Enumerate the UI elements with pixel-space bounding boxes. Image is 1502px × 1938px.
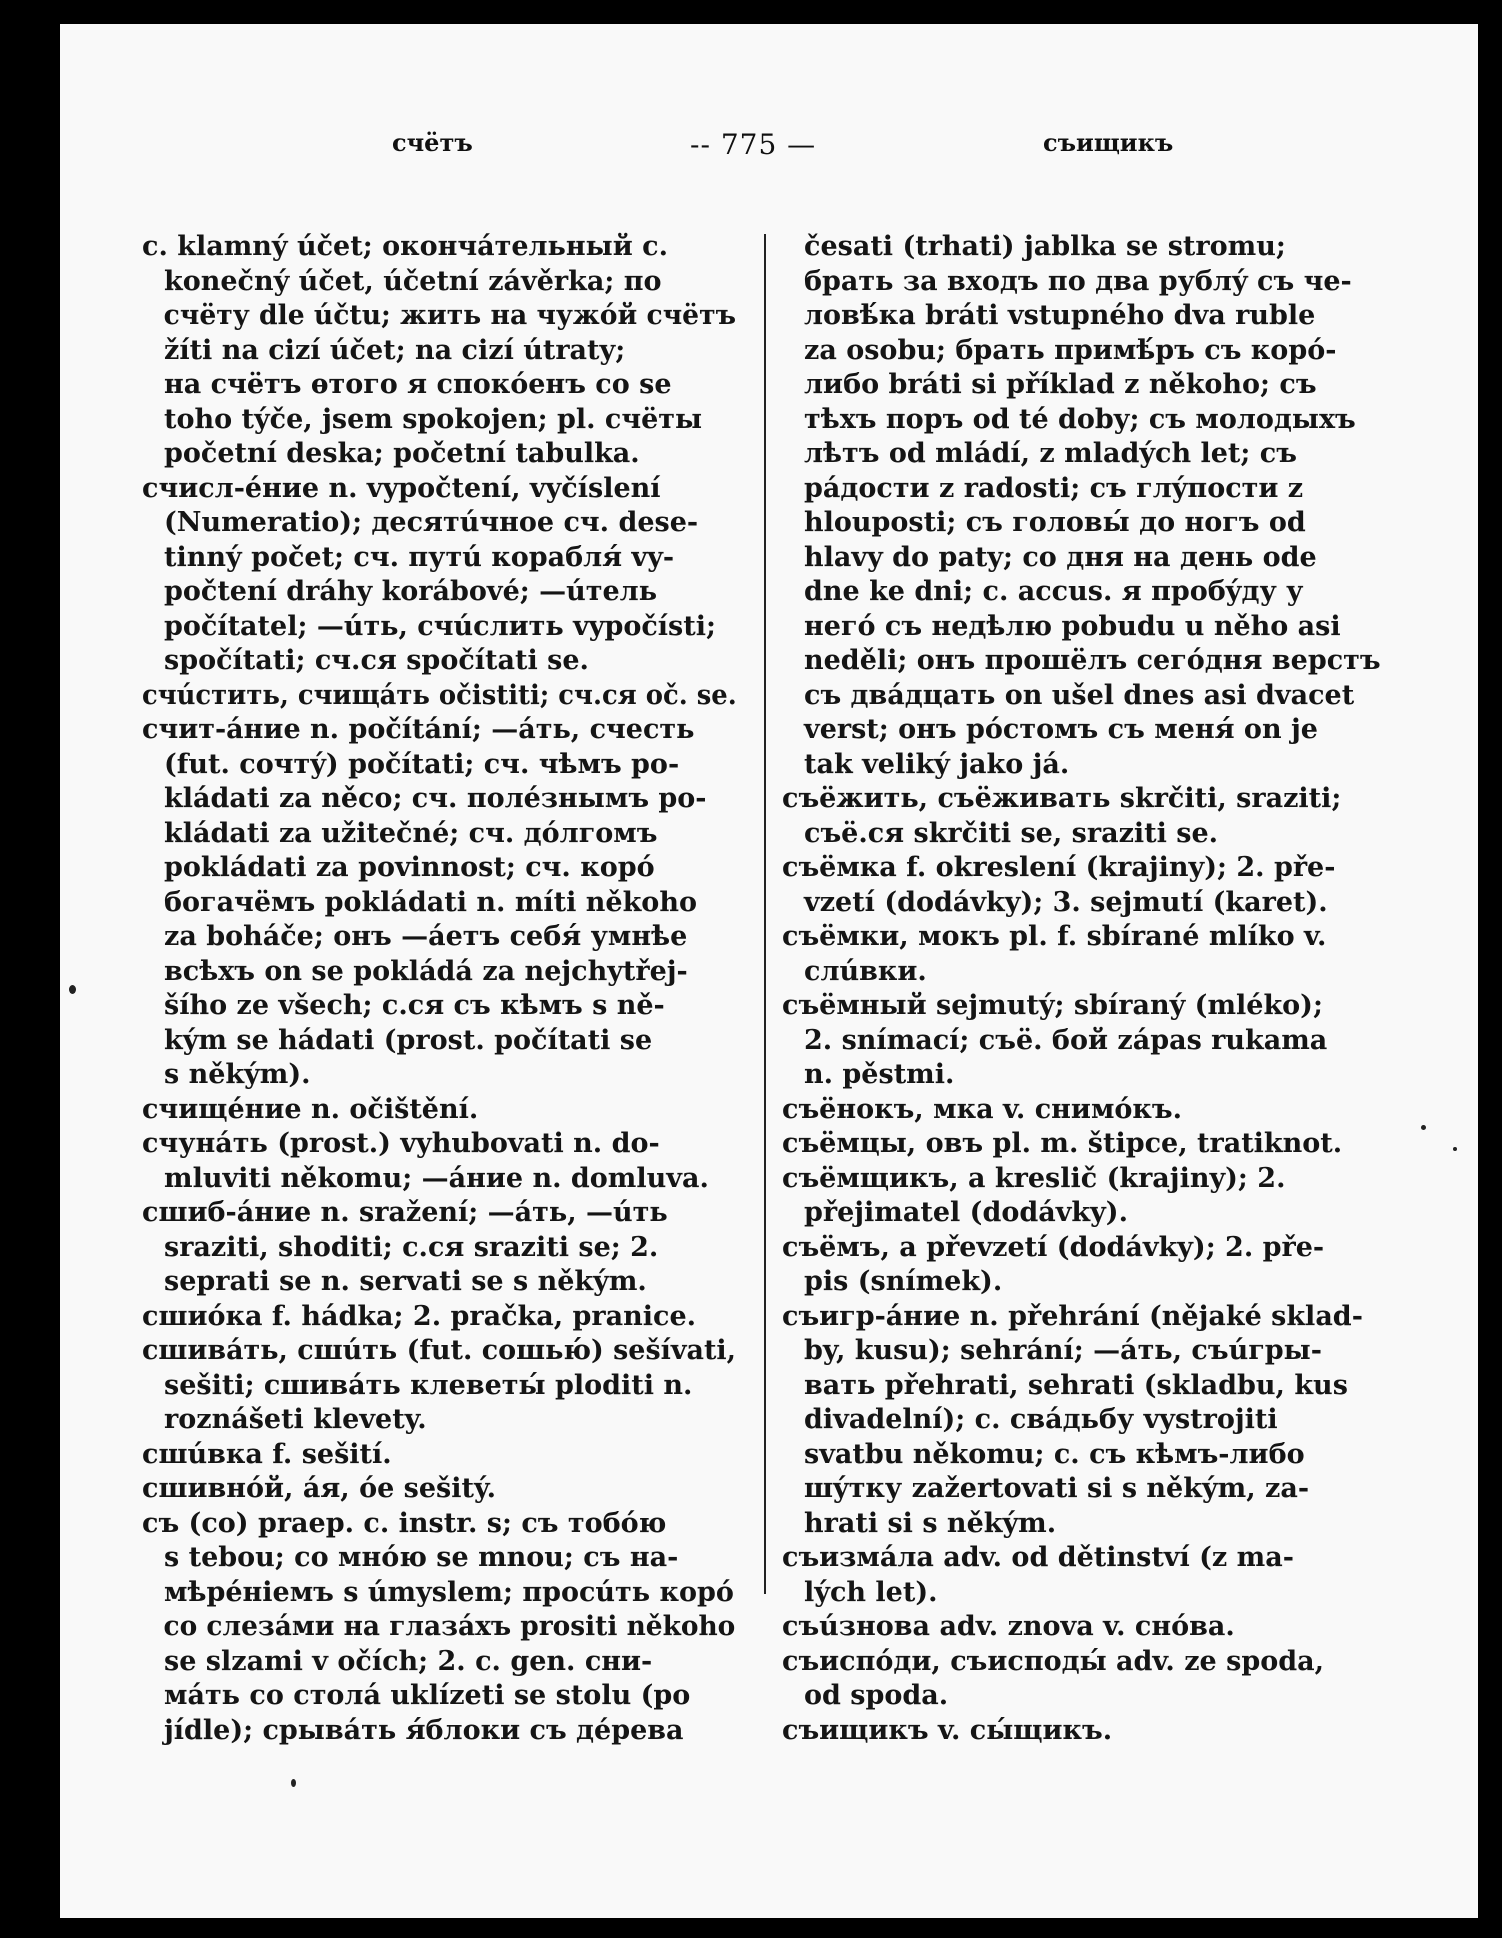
entry-continuation-line: вать přehrati, sehrati (skladbu, kus: [804, 1369, 1348, 1401]
entry-headword-line: съúзнова adv. znova v. снóва.: [782, 1611, 1235, 1642]
entry-continuation-line: hlouposti; съ головы́ до ногъ od: [804, 507, 1306, 538]
entry-continuation-line: на счётъ ѳтого я спокóенъ co se: [164, 369, 672, 400]
entry-continuation-line: lých let).: [804, 1576, 938, 1608]
entry-continuation-line: se slzami v očích; 2. c. gen. сни-: [164, 1645, 653, 1677]
entry-continuation-line: žíti na cizí účet; na cizí útraty;: [164, 334, 626, 366]
entry-headword-line: съёмный sejmutý; sbíraný (mléko);: [782, 990, 1323, 1021]
entry-headword-line: съигр-áние n. přehrání (nějaké sklad-: [782, 1300, 1363, 1332]
left-column: [142, 230, 736, 1748]
dictionary-page: [60, 24, 1478, 1918]
page-number: -- 775 —: [690, 128, 817, 161]
entry-continuation-line: česati (trhati) jablka se stromu;: [804, 231, 1286, 262]
entry-headword-line: съёмка f. okreslení (krajiny); 2. pře-: [782, 852, 1336, 883]
entry-continuation-line: početní deska; početní tabulka.: [164, 438, 640, 469]
entry-continuation-line: verst; онъ рóстомъ съ меня́ on je: [804, 714, 1318, 745]
print-speck: [1421, 1125, 1426, 1130]
entry-continuation-line: со слезáми на глазáхъ prositi někoho: [163, 1611, 736, 1642]
entry-continuation-line: тѣхъ поръ od té doby; съ молодыхъ: [804, 403, 1356, 435]
entry-continuation-line: seprati se n. servati se s někým.: [164, 1266, 647, 1297]
entry-continuation-line: toho týče, jsem spokojen; pl. счёты: [164, 403, 703, 435]
entry-continuation-line: либо bráti si příklad z někoho; съ: [804, 369, 1317, 400]
entry-headword-line: счищéние n. očištění.: [142, 1093, 479, 1125]
entry-continuation-line: dne ke dni; c. accus. я пробýду у: [804, 576, 1304, 607]
entry-continuation-line: s tebou; со мнóю se mnou; съ на-: [164, 1542, 679, 1573]
print-speck: [69, 985, 76, 994]
right-guide-word: съищикъ: [1043, 128, 1174, 157]
column-divider: [764, 234, 766, 1594]
entry-continuation-line: 2. snímací; съё. бой zápas rukama: [804, 1024, 1328, 1056]
entry-headword-line: сшúвка f. sešití.: [142, 1438, 392, 1470]
entry-headword-line: съёмки, мокъ pl. f. sbírané mlíko v.: [782, 921, 1327, 952]
entry-continuation-line: мáть со столá uklízeti se stolu (po: [164, 1680, 691, 1711]
entry-continuation-line: pokládati za povinnost; сч. корó: [164, 852, 655, 883]
left-guide-word: счётъ: [392, 128, 473, 157]
entry-continuation-line: рáдости z radosti; съ глýпости z: [804, 472, 1304, 504]
entry-continuation-line: vzetí (dodávky); 3. sejmutí (karet).: [804, 886, 1328, 918]
entry-headword-line: сшиóка f. hádka; 2. pračka, pranice.: [142, 1300, 697, 1332]
entry-headword-line: счунáть (prost.) vyhubovati n. do-: [142, 1128, 660, 1159]
entry-continuation-line: hlavy do paty; со дня на день ode: [804, 541, 1317, 573]
entry-continuation-line: всѣхъ on se pokládá za nejchytřej-: [164, 955, 688, 987]
entry-continuation-line: spočítati; сч.ся spočítati se.: [164, 645, 589, 676]
entry-continuation-line: sraziti, shoditi; с.ся sraziti se; 2.: [164, 1231, 659, 1263]
entry-continuation-line: лѣтъ od mládí, z mladých let; съ: [804, 438, 1297, 469]
entry-continuation-line: jídle); срывáть я́блоки съ дéрева: [164, 1714, 684, 1746]
entry-continuation-line: съё.ся skrčiti se, sraziti se.: [804, 817, 1219, 849]
entry-continuation-line: neděli; онъ прошёлъ сегóдня верстъ: [804, 645, 1381, 676]
entry-continuation-line: pis (snímek).: [804, 1266, 1003, 1297]
entry-continuation-line: слúвки.: [804, 955, 927, 987]
entry-continuation-line: счёту dle účtu; жить на чужóй счётъ: [163, 300, 736, 331]
entry-continuation-line: hrati si s někým.: [804, 1507, 1057, 1539]
entry-headword-line: съёмъ, а převzetí (dodávky); 2. pře-: [782, 1231, 1325, 1263]
entry-headword-line: съёмщикъ, а kreslič (krajiny); 2.: [782, 1162, 1286, 1194]
entry-headword-line: съёжить, съёживать skrčiti, sraziti;: [782, 783, 1342, 814]
entry-continuation-line: богачёмъ pokládati n. míti někoho: [164, 886, 697, 918]
entry-headword-line: съёнокъ, мка v. снимóкъ.: [782, 1093, 1183, 1125]
entry-continuation-line: za osobu; брать примѣ́ръ съ корó-: [804, 334, 1337, 366]
entry-headword-line: счит-áние n. počítání; —áть, счесть: [142, 714, 695, 745]
entry-continuation-line: by, kusu); sehrání; —áть, съúгры-: [804, 1335, 1322, 1366]
entry-continuation-line: kým se hádati (prost. počítati se: [164, 1024, 653, 1056]
entry-continuation-line: počtení dráhy korábové; —úтель: [164, 576, 658, 607]
entry-continuation-line: негó съ недѣлю pobudu u něho asi: [804, 610, 1341, 642]
entry-headword-line: съиспóди, съисподы́ adv. ze spoda,: [782, 1645, 1324, 1677]
entry-continuation-line: kládati za užitečné; сч. дóлгомъ: [164, 817, 658, 849]
entry-continuation-line: svatbu někomu; с. съ кѣмъ-либо: [804, 1438, 1305, 1470]
entry-headword-line: съ (со) praep. c. instr. s; съ тобóю: [142, 1507, 667, 1539]
entry-headword-line: c. klamný účet; окончáтельный c.: [142, 231, 668, 262]
entry-continuation-line: divadelní); с. свáдьбу vystrojiti: [804, 1404, 1278, 1435]
entry-continuation-line: ловѣ́ка bráti vstupného dva ruble: [804, 300, 1316, 331]
entry-headword-line: съищикъ v. сы́щикъ.: [782, 1714, 1113, 1746]
entry-headword-line: съизмáла adv. od dětinství (z ma-: [782, 1542, 1294, 1573]
entry-continuation-line: sešiti; сшивáть клеветы́ ploditi n.: [164, 1369, 693, 1401]
entry-headword-line: съёмцы, овъ pl. m. štipce, tratiknot.: [782, 1128, 1343, 1159]
entry-continuation-line: шýтку zažertovati si s někým, za-: [804, 1473, 1310, 1504]
entry-continuation-line: roznášeti klevety.: [164, 1404, 427, 1435]
entry-headword-line: счисл-éние n. vypočtení, vyčíslení: [142, 472, 661, 504]
entry-continuation-line: mluviti někomu; —áние n. domluva.: [164, 1162, 709, 1194]
entry-continuation-line: kládati za něco; сч. полéзнымъ po-: [164, 783, 707, 814]
entry-continuation-line: konečný účet, účetní závěrka; по: [164, 265, 662, 297]
print-speck: [291, 1779, 296, 1787]
entry-continuation-line: šího ze všech; с.ся съ кѣмъ s ně-: [164, 990, 665, 1021]
print-speck: [1453, 1147, 1457, 1151]
right-column: [782, 230, 1454, 1748]
page-header: [60, 128, 1478, 168]
entry-continuation-line: s někým).: [164, 1059, 311, 1090]
entry-continuation-line: n. pěstmi.: [804, 1059, 955, 1090]
entry-headword-line: сшиб-áние n. sražení; —áть, —úть: [142, 1197, 668, 1228]
entry-continuation-line: брать за входъ по два рублý съ че-: [804, 265, 1352, 297]
entry-continuation-line: přejimatel (dodávky).: [804, 1197, 1128, 1228]
entry-continuation-line: tak veliký jako já.: [804, 748, 1070, 780]
entry-headword-line: счúстить, счищáть očistiti; сч.ся oč. se.: [142, 679, 737, 711]
entry-continuation-line: съ двáдцать on ušel dnes asi dvacet: [804, 679, 1355, 711]
entry-continuation-line: мѣрéніемъ s úmyslem; просúть корó: [164, 1576, 734, 1608]
entry-headword-line: сшивнóй, áя, óе sešitý.: [142, 1473, 496, 1504]
entry-continuation-line: tinný počet; сч. путú корабля́ vy-: [164, 541, 675, 573]
entry-continuation-line: (fut. сочтý) počítati; сч. чѣмъ po-: [164, 748, 680, 780]
entry-headword-line: сшивáть, сшúть (fut. сошью́) sešívati,: [142, 1335, 737, 1366]
entry-continuation-line: od spoda.: [804, 1680, 949, 1711]
entry-continuation-line: počítatel; —úть, счúслить vypočísti;: [164, 610, 716, 642]
entry-continuation-line: za boháče; онъ —áетъ себя́ умнѣе: [164, 921, 688, 952]
entry-continuation-line: (Numeratio); десятúчное сч. dese-: [164, 507, 699, 538]
